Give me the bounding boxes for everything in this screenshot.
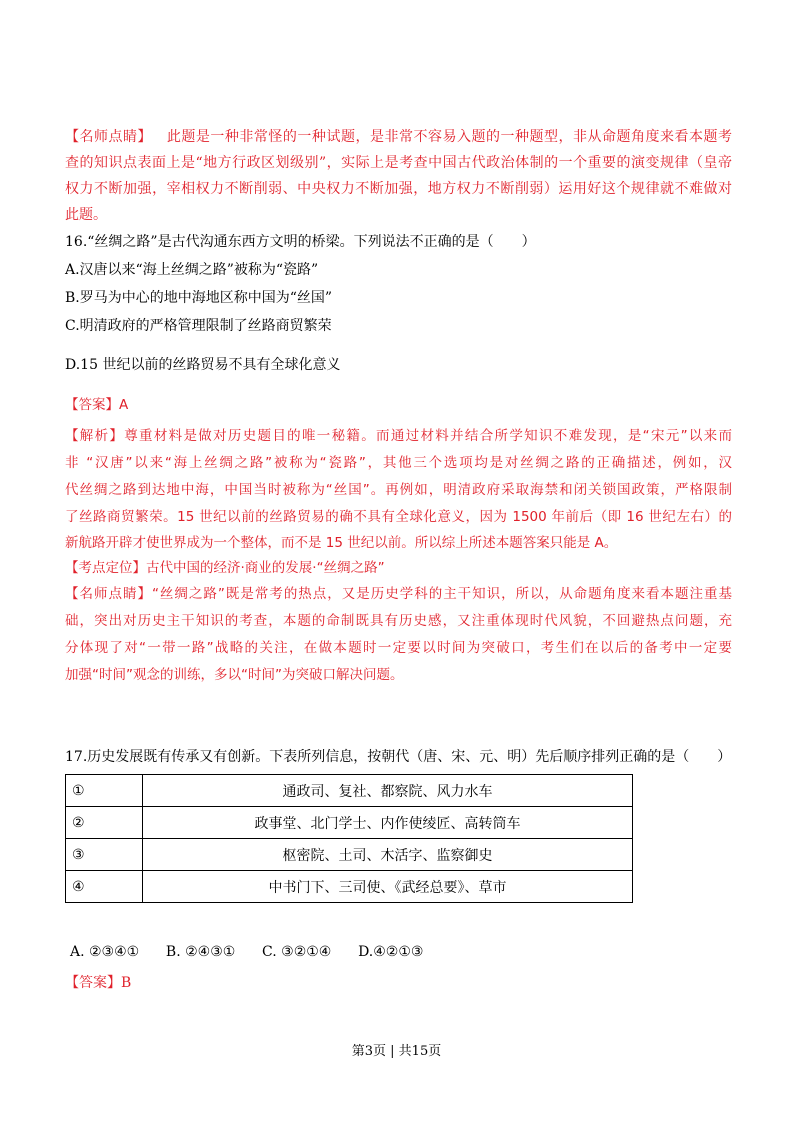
teacher-note-line: 此题。 — [65, 207, 107, 223]
note-label: 【名师点睛】 — [65, 586, 152, 602]
teacher-note-line: 权力不断加强，宰相权力不断削弱、中央权力不断加强，地方权力不断削弱）运用好这个规律就不难做对 — [65, 181, 732, 197]
analysis-text: 尊重材料是做对历史题目的唯一秘籍。而通过材料并结合所学知识不难发现，是“宋元”以来而 — [124, 428, 732, 444]
note-line: 础，突出对历史主干知识的考查，本题的命制既具有历史感，又注重体现时代风貌，不回避热点问题，充 — [65, 613, 732, 629]
q17-option-d: D.④②①③ — [358, 944, 424, 960]
analysis-line: 了丝路商贸繁荣。15 世纪以前的丝路贸易的确不具有全球化意义，因为 1500 年前后（即 16 世纪左右）的 — [65, 509, 732, 525]
q17-options — [70, 943, 737, 961]
teacher-note-label: 【名师点睛】 — [65, 129, 153, 145]
q16-option-d: D.15 世纪以前的丝路贸易不具有全球化意义 — [65, 357, 341, 373]
analysis-line — [65, 427, 732, 445]
point-line — [65, 559, 732, 577]
teacher-note-line: 查的知识点表面上是“地方行政区划级别”，实际上是考查中国古代政治体制的一个重要的演变规律（皇帝 — [65, 155, 732, 171]
q16-option-c: C.明清政府的严格管理限制了丝路商贸繁荣 — [65, 318, 332, 334]
row-number: ④ — [66, 871, 143, 903]
question-16-stem: 16.“丝绸之路”是古代沟通东西方文明的桥梁。下列说法不正确的是（ ） — [65, 234, 536, 250]
q16-option-b: B.罗马为中心的地中海地区称中国为“丝国” — [65, 290, 333, 306]
answer-label: 【答案】 — [65, 397, 119, 413]
row-content: 通政司、复社、都察院、风力水车 — [143, 775, 633, 807]
row-content: 中书门下、三司使、《武经总要》、草市 — [143, 871, 633, 903]
q16-option-a: A.汉唐以来“海上丝绸之路”被称为“瓷路” — [65, 262, 319, 278]
q17-answer — [65, 974, 732, 992]
row-number: ② — [66, 807, 143, 839]
note-line — [65, 585, 732, 603]
q17-option-c: C. ③②①④ — [262, 944, 332, 960]
row-content: 枢密院、土司、木活字、监察御史 — [143, 839, 633, 871]
q16-answer — [65, 396, 732, 414]
row-number: ③ — [66, 839, 143, 871]
note-line: 加强“时间”观念的训练，多以“时间”为突破口解决问题。 — [65, 667, 404, 683]
question-17-stem: 17.历史发展既有传承又有创新。下表所列信息，按朝代（唐、宋、元、明）先后顺序排列正确的是（ ） — [65, 749, 732, 765]
table-row — [66, 807, 633, 839]
point-text: 古代中国的经济·商业的发展·“丝绸之路” — [146, 560, 385, 576]
row-content: 政事堂、北门学士、内作使绫匠、高转筒车 — [143, 807, 633, 839]
answer-value: A — [119, 397, 129, 413]
note-line: 分体现了对“一带一路”战略的关注，在做本题时一定要以时间为突破口，考生们在以后的备考中一定要 — [65, 640, 732, 656]
table-row — [66, 775, 633, 807]
analysis-line: 新航路开辟才使世界成为一个整体，而不是 15 世纪以前。所以综上所述本题答案只能是 A。 — [65, 535, 618, 551]
row-number: ① — [66, 775, 143, 807]
point-label: 【考点定位】 — [65, 560, 146, 576]
teacher-note-line — [65, 128, 732, 146]
answer-value: B — [121, 975, 132, 991]
analysis-line: 代丝绸之路到达地中海，中国当时被称为“丝国”。再例如，明清政府采取海禁和闭关锁国政策，严格限制 — [65, 482, 732, 498]
page-footer: 第3页 | 共15页 — [351, 1044, 442, 1059]
analysis-label: 【解析】 — [65, 428, 125, 444]
analysis-line: 非 “汉唐”以来“海上丝绸之路”被称为“瓷路”，其他三个选项均是对丝绸之路的正确描述，例如，汉 — [65, 455, 732, 471]
table-row — [66, 839, 633, 871]
table-row — [66, 871, 633, 903]
teacher-note-text: 此题是一种非常怪的一种试题，是非常不容易入题的一种题型，非从命题角度来看本题考 — [166, 129, 733, 145]
q17-option-b: B. ②④③① — [165, 944, 236, 960]
q17-option-a: A. ②③④① — [70, 944, 140, 960]
note-text: “丝绸之路”既是常考的热点，又是历史学科的主干知识，所以，从命题角度来看本题注重基 — [151, 586, 732, 602]
q17-table — [65, 774, 633, 903]
answer-label: 【答案】 — [65, 975, 121, 991]
